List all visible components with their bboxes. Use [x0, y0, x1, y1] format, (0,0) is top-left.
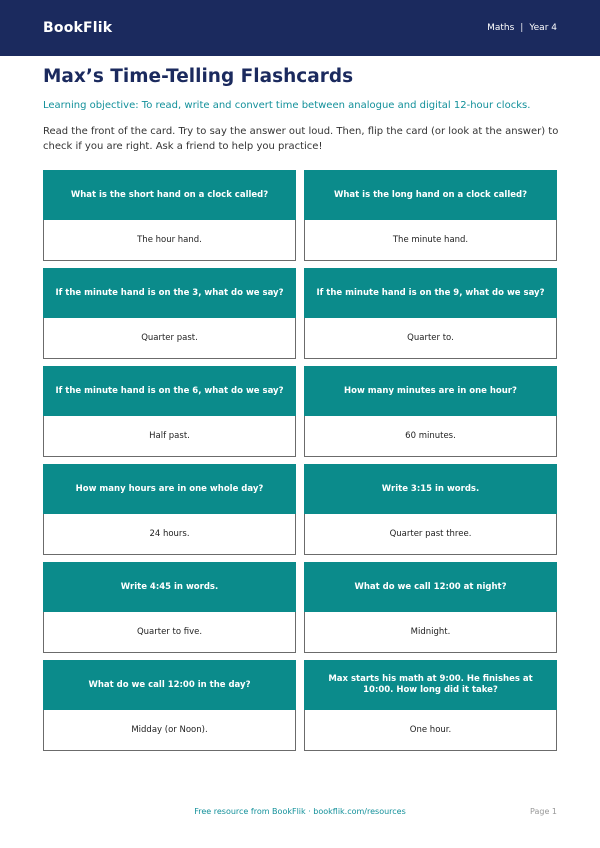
- flashcard-answer: One hour.: [304, 710, 557, 751]
- flashcard-question: If the minute hand is on the 3, what do we say?: [43, 268, 296, 318]
- flashcard-grid: [43, 170, 557, 751]
- flashcard-answer: 60 minutes.: [304, 416, 557, 457]
- flashcard[interactable]: [304, 562, 557, 653]
- flashcard[interactable]: [43, 170, 296, 261]
- flashcard-question: How many minutes are in one hour?: [304, 366, 557, 416]
- flashcard-question: What do we call 12:00 in the day?: [43, 660, 296, 710]
- flashcard-answer: Half past.: [43, 416, 296, 457]
- flashcard-question: If the minute hand is on the 9, what do we say?: [304, 268, 557, 318]
- flashcard-question: Write 3:15 in words.: [304, 464, 557, 514]
- flashcard[interactable]: [304, 170, 557, 261]
- page-number: Page 1: [530, 807, 557, 816]
- intro-instructions: Read the front of the card. Try to say the answer out loud. Then, flip the card (or look at the answer) to check if you are right. Ask a friend to help you practice!: [43, 126, 559, 152]
- header-meta: [487, 23, 557, 33]
- footer-resource-link[interactable]: Free resource from BookFlik · bookflik.com/resources: [194, 807, 406, 816]
- flashcard-answer: Quarter past three.: [304, 514, 557, 555]
- flashcard[interactable]: [43, 660, 296, 751]
- flashcard-question: What is the long hand on a clock called?: [304, 170, 557, 220]
- flashcard[interactable]: [304, 366, 557, 457]
- meta-separator: |: [520, 23, 524, 33]
- flashcard-question: How many hours are in one whole day?: [43, 464, 296, 514]
- flashcard[interactable]: [304, 464, 557, 555]
- flashcard[interactable]: [43, 268, 296, 359]
- year-label: Year 4: [529, 23, 557, 33]
- flashcard-question: What is the short hand on a clock called?: [43, 170, 296, 220]
- flashcard[interactable]: [43, 366, 296, 457]
- page-footer: [0, 807, 600, 821]
- flashcard-answer: The minute hand.: [304, 220, 557, 261]
- flashcard-question: Write 4:45 in words.: [43, 562, 296, 612]
- flashcard[interactable]: [304, 660, 557, 751]
- learning-objective: Learning objective: To read, write and convert time between analogue and digital 12-hour clocks.: [43, 100, 531, 111]
- flashcard-answer: Quarter to.: [304, 318, 557, 359]
- flashcard[interactable]: [43, 562, 296, 653]
- flashcard-answer: Quarter to five.: [43, 612, 296, 653]
- flashcard-answer: Quarter past.: [43, 318, 296, 359]
- page-header: [0, 0, 600, 56]
- subject-label: Maths: [487, 23, 515, 33]
- flashcard-answer: Midday (or Noon).: [43, 710, 296, 751]
- flashcard[interactable]: [304, 268, 557, 359]
- flashcard[interactable]: [43, 464, 296, 555]
- flashcard-answer: The hour hand.: [43, 220, 296, 261]
- flashcard-question: If the minute hand is on the 6, what do we say?: [43, 366, 296, 416]
- flashcard-answer: Midnight.: [304, 612, 557, 653]
- brand-logo-text[interactable]: BookFlik: [43, 20, 113, 36]
- flashcard-question: Max starts his math at 9:00. He finishes at 10:00. How long did it take?: [304, 660, 557, 710]
- page-title: Max’s Time-Telling Flashcards: [43, 66, 354, 87]
- flashcard-answer: 24 hours.: [43, 514, 296, 555]
- flashcard-question: What do we call 12:00 at night?: [304, 562, 557, 612]
